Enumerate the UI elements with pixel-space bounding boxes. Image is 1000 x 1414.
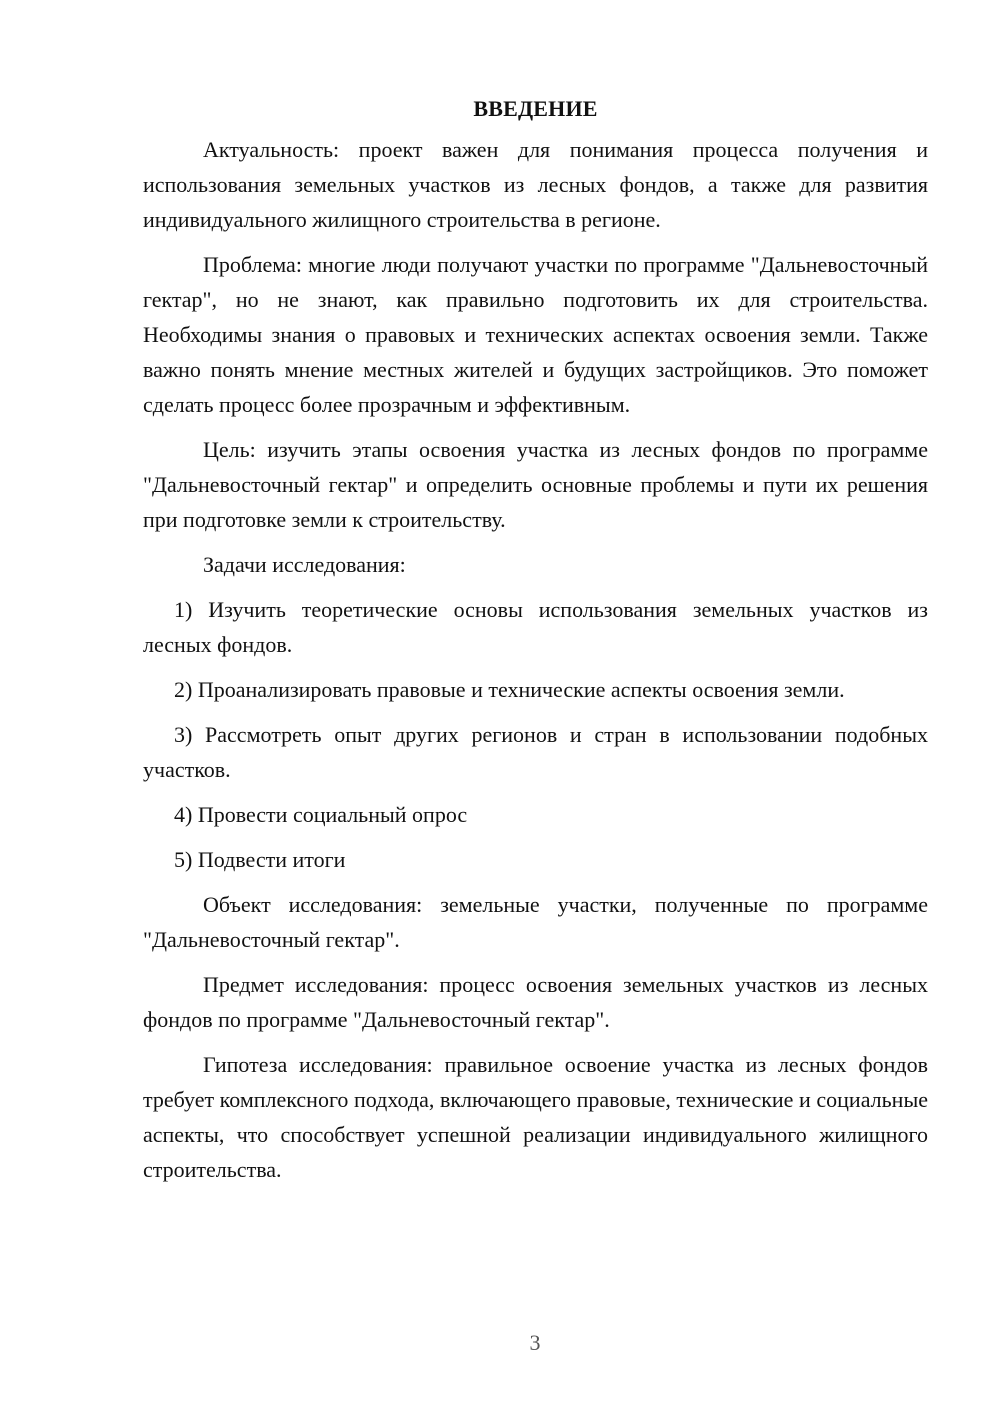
document-page [143, 92, 928, 1197]
task-item-2: 2) Проанализировать правовые и технические аспекты освоения земли. [174, 677, 845, 702]
paragraph-subject: Предмет исследования: процесс освоения земельных участков из лесных фондов по программе "Дальневосточный гектар". [143, 972, 928, 1032]
paragraph-tasks-heading: Задачи исследования: [203, 552, 406, 577]
paragraph-problem: Проблема: многие люди получают участки по программе "Дальневосточный гектар", но не знают, как правильно подготовить их для строительства. Необходимы знания о правовых и технических аспектах освоения земли. Также важно понять мнение местных жителей и будущих застройщиков. Это поможет сделать процесс более прозрачным и эффективным. [143, 252, 928, 417]
page-number: 3 [529, 1330, 541, 1355]
task-item-1: 1) Изучить теоретические основы использования земельных участков из лесных фондов. [143, 597, 928, 657]
task-item-4: 4) Провести социальный опрос [174, 802, 468, 827]
task-item-3: 3) Рассмотреть опыт других регионов и стран в использовании подобных участков. [143, 722, 928, 782]
paragraph-object: Объект исследования: земельные участки, полученные по программе "Дальневосточный гектар". [143, 892, 928, 952]
page-title: ВВЕДЕНИЕ [473, 96, 598, 121]
task-item-5: 5) Подвести итоги [174, 847, 346, 872]
paragraph-hypothesis: Гипотеза исследования: правильное освоение участка из лесных фондов требует комплексного подхода, включающего правовые, технические и социальные аспекты, что способствует успешной реализации индивидуального жилищного строительства. [143, 1052, 928, 1182]
paragraph-relevance: Актуальность: проект важен для понимания процесса получения и использования земельных участков из лесных фондов, а также для развития индивидуального жилищного строительства в регионе. [143, 137, 928, 232]
paragraph-goal: Цель: изучить этапы освоения участка из лесных фондов по программе "Дальневосточный гектар" и определить основные проблемы и пути их решения при подготовке земли к строительству. [143, 437, 928, 532]
